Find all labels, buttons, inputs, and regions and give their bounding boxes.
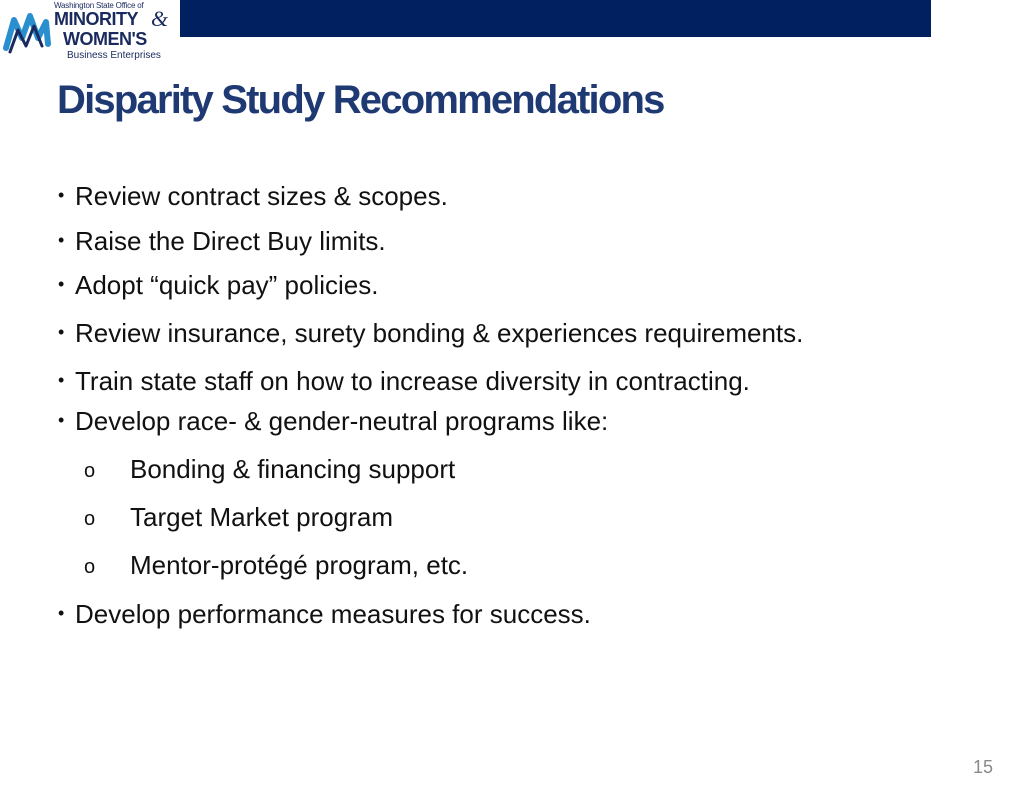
bullet-icon: • [58,603,65,623]
list-item: Raise the Direct Buy limits. [75,226,386,256]
logo-line-womens: WOMEN'S [63,29,147,49]
bullet-icon: • [58,230,65,250]
list-item: Review contract sizes & scopes. [75,181,448,211]
sub-bullet-icon: o [84,556,96,578]
list-item: Train state staff on how to increase diversity in contracting. [75,366,750,396]
page-number: 15 [973,757,994,777]
list-item: Develop performance measures for success. [75,599,591,629]
bullet-icon: • [58,274,65,294]
logo-ampersand: & [151,6,169,31]
sub-bullet-icon: o [84,508,96,530]
bullet-icon: • [58,185,65,205]
mwbe-logo [0,0,178,64]
bullet-icon: • [58,370,65,390]
sub-list-item: Target Market program [130,502,393,532]
header-bar [180,0,931,37]
list-item: Adopt “quick pay” policies. [75,270,379,300]
bullet-icon: • [58,322,65,342]
logo-line-minority: MINORITY [54,9,138,29]
list-item: Develop race- & gender-neutral programs like: [75,406,609,436]
bullet-icon: • [58,410,65,430]
slide-title: Disparity Study Recommendations [57,78,664,122]
sub-bullet-icon: o [84,460,96,482]
list-item: Review insurance, surety bonding & experiences requirements. [75,318,804,348]
logo-small-text: Washington State Office of [54,1,144,10]
logo-mark-icon [2,8,52,58]
sub-list-item: Mentor-protégé program, etc. [130,550,469,580]
logo-subtitle: Business Enterprises [67,50,161,61]
sub-list-item: Bonding & financing support [130,454,456,484]
